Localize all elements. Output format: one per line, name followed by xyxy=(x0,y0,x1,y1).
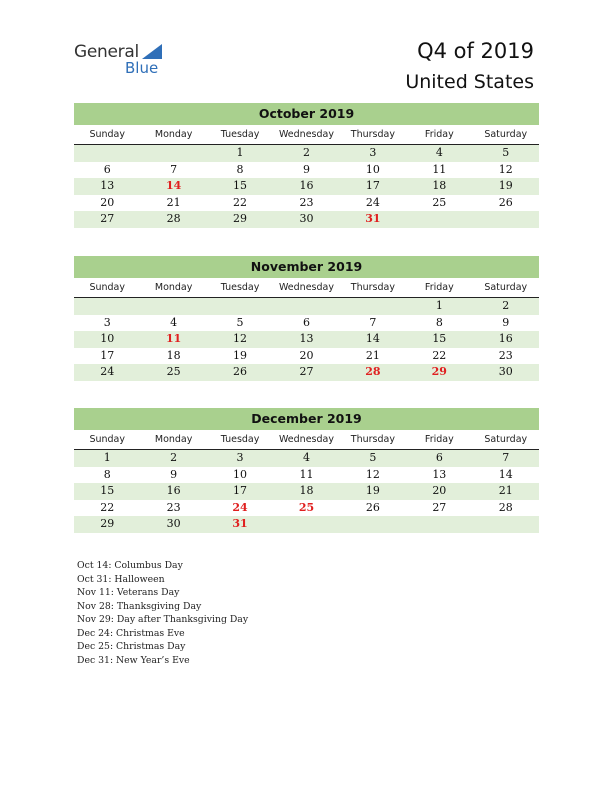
day-cell: 27 xyxy=(432,500,447,514)
holiday-day-cell: 31 xyxy=(365,212,381,226)
day-cell xyxy=(406,211,472,228)
day-cell: 19 xyxy=(233,348,248,362)
day-cell: 5 xyxy=(369,451,377,464)
week-row xyxy=(74,145,539,162)
day-cell: 2 xyxy=(502,299,510,312)
weekday-label: Sunday xyxy=(89,129,125,140)
weekday-label: Thursday xyxy=(350,129,395,140)
week-row xyxy=(74,162,539,179)
weekday-label: Saturday xyxy=(484,282,528,293)
holiday-day-cell: 31 xyxy=(232,517,248,531)
day-cell: 18 xyxy=(299,484,314,498)
holiday-item: Nov 29: Day after Thanksgiving Day xyxy=(77,614,249,625)
day-cell xyxy=(74,145,140,162)
day-cell: 28 xyxy=(498,500,513,514)
day-cell: 17 xyxy=(365,179,380,193)
month-title: November 2019 xyxy=(74,256,539,278)
weekday-label: Wednesday xyxy=(278,434,334,445)
day-cell: 8 xyxy=(103,467,111,481)
day-cell: 14 xyxy=(498,467,513,481)
holiday-item: Oct 31: Halloween xyxy=(77,573,165,585)
day-cell: 9 xyxy=(502,315,510,329)
week-row xyxy=(74,331,539,348)
day-cell: 2 xyxy=(302,146,310,159)
month-title: December 2019 xyxy=(74,408,539,430)
day-cell: 7 xyxy=(369,315,377,329)
day-cell: 22 xyxy=(100,500,115,514)
holiday-item: Dec 25: Christmas Day xyxy=(77,641,186,652)
day-cell: 20 xyxy=(299,348,314,362)
weekday-label: Tuesday xyxy=(220,282,260,293)
day-cell: 15 xyxy=(432,332,447,346)
month-calendar-october xyxy=(74,103,539,228)
weekday-label: Wednesday xyxy=(278,129,334,140)
day-cell: 23 xyxy=(299,195,314,209)
day-cell: 15 xyxy=(233,179,248,193)
logo-blue-text: Blue xyxy=(125,59,159,77)
holiday-item: Dec 31: New Year’s Eve xyxy=(77,654,190,666)
week-row xyxy=(74,315,539,332)
holiday-list xyxy=(77,559,248,667)
weekday-label: Wednesday xyxy=(278,282,334,293)
week-row xyxy=(74,348,539,365)
day-cell: 17 xyxy=(100,348,115,362)
day-cell: 30 xyxy=(498,365,513,379)
day-cell: 4 xyxy=(435,146,443,159)
day-cell xyxy=(207,298,273,315)
weekday-label: Saturday xyxy=(484,129,528,140)
weekday-label: Thursday xyxy=(350,282,395,293)
weekday-label: Monday xyxy=(154,282,193,293)
holiday-item: Nov 28: Thanksgiving Day xyxy=(77,600,202,612)
weekday-label: Monday xyxy=(154,434,193,445)
day-cell xyxy=(473,211,539,228)
day-cell: 15 xyxy=(100,484,115,498)
day-cell: 7 xyxy=(170,162,178,176)
holiday-item: Dec 24: Christmas Eve xyxy=(77,627,185,639)
month-calendar-december xyxy=(74,408,539,533)
day-cell: 17 xyxy=(233,484,248,498)
day-cell: 18 xyxy=(432,179,447,193)
day-cell: 25 xyxy=(432,195,447,209)
day-cell: 11 xyxy=(299,467,314,481)
day-cell: 6 xyxy=(103,162,111,176)
day-cell: 3 xyxy=(103,315,111,329)
holiday-day-cell: 25 xyxy=(298,500,315,514)
page-title: Q4 of 2019 xyxy=(417,39,534,63)
day-cell: 9 xyxy=(170,467,178,481)
day-cell: 29 xyxy=(100,517,115,531)
day-cell: 21 xyxy=(365,348,380,362)
week-row xyxy=(74,195,539,212)
day-cell: 26 xyxy=(233,365,248,379)
weekday-label: Thursday xyxy=(350,434,395,445)
day-cell: 19 xyxy=(365,484,380,498)
day-cell: 24 xyxy=(100,365,115,379)
day-cell: 18 xyxy=(166,348,181,362)
weekday-header-row xyxy=(74,430,539,450)
holiday-day-cell: 24 xyxy=(232,500,248,514)
day-cell: 22 xyxy=(432,348,447,362)
month-calendar-november xyxy=(74,256,539,381)
day-cell: 20 xyxy=(432,484,447,498)
day-cell xyxy=(340,298,406,315)
day-cell: 5 xyxy=(502,146,510,159)
day-cell: 8 xyxy=(435,315,443,329)
day-cell xyxy=(140,145,206,162)
day-cell: 4 xyxy=(302,451,310,464)
day-cell xyxy=(340,516,406,533)
holiday-item: Oct 14: Columbus Day xyxy=(77,560,183,571)
day-cell: 1 xyxy=(236,146,244,159)
weekday-label: Tuesday xyxy=(220,129,260,140)
day-cell: 23 xyxy=(498,348,513,362)
weekday-label: Friday xyxy=(424,434,454,445)
holiday-day-cell: 28 xyxy=(365,365,381,379)
weekday-label: Friday xyxy=(424,129,454,140)
weekday-label: Saturday xyxy=(484,434,528,445)
day-cell xyxy=(140,298,206,315)
day-cell: 30 xyxy=(299,212,314,226)
day-cell: 16 xyxy=(166,484,181,498)
day-cell: 26 xyxy=(365,500,380,514)
weekday-label: Sunday xyxy=(89,282,125,293)
day-cell: 22 xyxy=(233,195,248,209)
day-cell: 3 xyxy=(236,451,244,464)
logo-general-text: General xyxy=(74,42,139,62)
day-cell: 12 xyxy=(233,332,248,346)
day-cell: 16 xyxy=(299,179,314,193)
weekday-header-row xyxy=(74,278,539,298)
weekday-label: Tuesday xyxy=(220,434,260,445)
week-row xyxy=(74,483,539,500)
day-cell: 28 xyxy=(166,212,181,226)
day-cell xyxy=(406,516,472,533)
day-cell xyxy=(473,516,539,533)
day-cell: 20 xyxy=(100,195,115,209)
day-cell: 27 xyxy=(299,365,314,379)
week-row xyxy=(74,298,539,315)
day-cell: 12 xyxy=(365,467,380,481)
day-cell: 23 xyxy=(166,500,181,514)
day-cell: 13 xyxy=(100,179,115,193)
day-cell: 19 xyxy=(498,179,513,193)
day-cell: 10 xyxy=(365,162,380,176)
day-cell: 21 xyxy=(166,195,181,209)
holiday-day-cell: 29 xyxy=(431,365,447,379)
logo xyxy=(74,42,174,78)
week-row xyxy=(74,364,539,381)
week-row xyxy=(74,516,539,533)
holiday-item: Nov 11: Veterans Day xyxy=(77,587,180,598)
logo-flag-icon xyxy=(142,44,162,59)
day-cell: 21 xyxy=(498,484,513,498)
day-cell: 4 xyxy=(170,315,178,329)
holiday-day-cell: 14 xyxy=(165,179,182,193)
day-cell: 2 xyxy=(170,451,178,464)
day-cell: 14 xyxy=(365,332,380,346)
day-cell: 27 xyxy=(100,212,115,226)
weekday-label: Monday xyxy=(154,129,193,140)
week-row xyxy=(74,450,539,467)
day-cell xyxy=(273,516,339,533)
day-cell: 25 xyxy=(166,365,181,379)
week-row xyxy=(74,211,539,228)
day-cell: 30 xyxy=(166,517,181,531)
day-cell: 1 xyxy=(103,451,111,464)
day-cell xyxy=(74,298,140,315)
day-cell: 13 xyxy=(432,467,447,481)
month-title: October 2019 xyxy=(74,103,539,125)
day-cell: 16 xyxy=(498,332,513,346)
weekday-label: Friday xyxy=(424,282,454,293)
day-cell: 12 xyxy=(498,162,513,176)
day-cell: 29 xyxy=(233,212,248,226)
day-cell: 13 xyxy=(299,332,314,346)
weekday-label: Sunday xyxy=(89,434,125,445)
page-subtitle: United States xyxy=(405,71,534,93)
day-cell: 8 xyxy=(236,162,244,176)
week-row xyxy=(74,178,539,195)
weekday-header-row xyxy=(74,125,539,145)
day-cell: 6 xyxy=(435,451,443,464)
day-cell: 3 xyxy=(369,146,377,159)
week-row xyxy=(74,500,539,517)
day-cell: 7 xyxy=(502,451,510,464)
day-cell: 10 xyxy=(233,467,248,481)
day-cell: 1 xyxy=(435,299,443,312)
week-row xyxy=(74,467,539,484)
day-cell: 26 xyxy=(498,195,513,209)
day-cell: 24 xyxy=(365,195,380,209)
day-cell: 9 xyxy=(302,162,310,176)
day-cell xyxy=(273,298,339,315)
day-cell: 11 xyxy=(432,162,447,176)
day-cell: 5 xyxy=(236,315,244,329)
day-cell: 10 xyxy=(100,332,115,346)
holiday-day-cell: 11 xyxy=(165,332,182,346)
day-cell: 6 xyxy=(302,315,310,329)
